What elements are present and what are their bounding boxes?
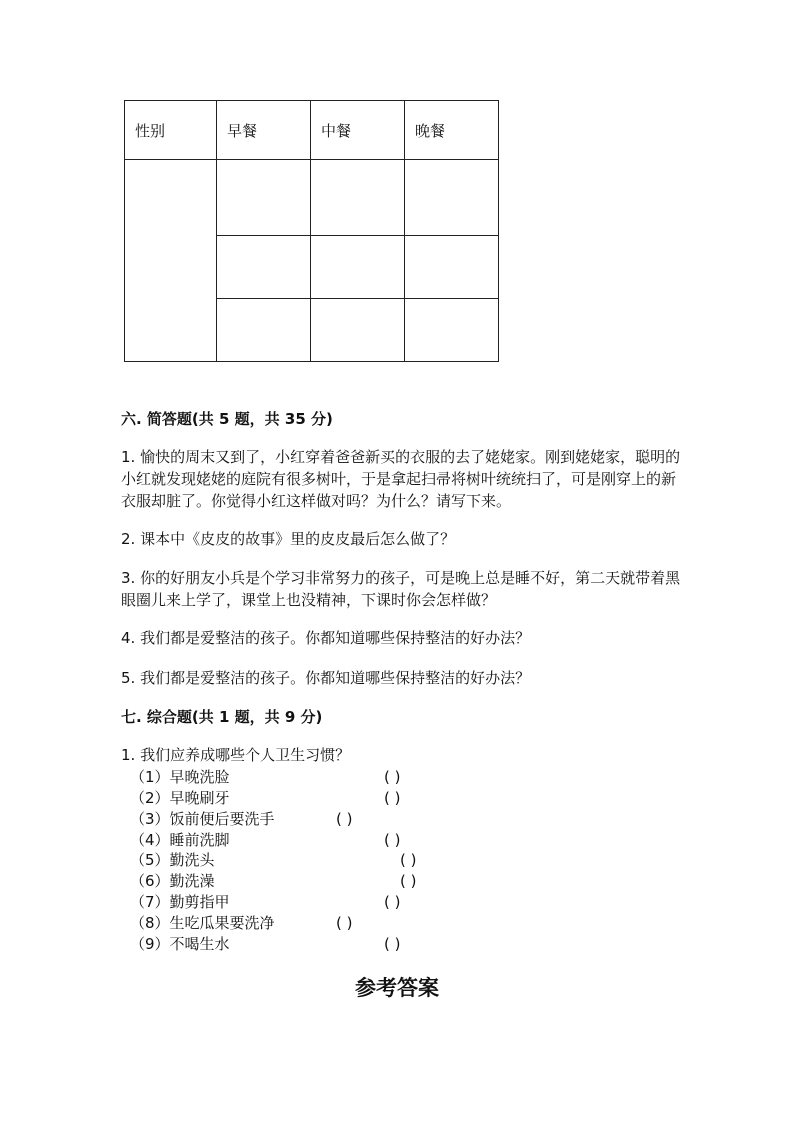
table-cell [311, 299, 405, 362]
answer-parentheses: ( ) [384, 768, 401, 786]
habit-item-label: （7）勤剪指甲 [130, 893, 230, 911]
answer-parentheses: ( ) [400, 872, 417, 890]
question-5: 5. 我们都是爱整洁的孩子。你都知道哪些保持整洁的好办法？ [121, 669, 531, 687]
meal-table [124, 100, 499, 362]
question-4: 4. 我们都是爱整洁的孩子。你都知道哪些保持整洁的好办法？ [121, 629, 531, 647]
table-row [125, 160, 499, 236]
answer-parentheses: ( ) [336, 810, 353, 828]
question-7-1: 1. 我们应养成哪些个人卫生习惯？ [121, 746, 351, 764]
table-cell [405, 299, 499, 362]
header-breakfast: 早餐 [217, 101, 311, 160]
question-3: 3. 你的好朋友小兵是个学习非常努力的孩子，可是晚上总是睡不好，第二天就带着黑眼圈儿来上学了，课堂上也没精神，下课时你会怎样做？ [121, 569, 681, 609]
answer-parentheses: ( ) [384, 935, 401, 953]
answer-parentheses: ( ) [384, 789, 401, 807]
table-cell [217, 160, 311, 236]
table-header-row [125, 101, 499, 160]
habit-item-label: （8）生吃瓜果要洗净 [130, 914, 275, 932]
table-cell [311, 160, 405, 236]
section6-title: 六. 简答题(共 5 题，共 35 分) [121, 410, 333, 428]
header-dinner: 晚餐 [405, 101, 499, 160]
answer-parentheses: ( ) [400, 851, 417, 869]
question-1: 1. 愉快的周末又到了，小红穿着爸爸新买的衣服的去了姥姥家。刚到姥姥家，聪明的小红就发现姥姥的庭院有很多树叶，于是拿起扫帚将树叶统统扫了，可是刚穿上的新衣服却脏了。你觉得小红这样做对吗？为什么？请写下来。 [121, 448, 681, 510]
section7-title: 七. 综合题(共 1 题，共 9 分) [121, 708, 323, 726]
table-cell [217, 236, 311, 299]
table-cell [405, 160, 499, 236]
habit-item-label: （3）饭前便后要洗手 [130, 810, 275, 828]
answer-parentheses: ( ) [384, 893, 401, 911]
habit-item-label: （5）勤洗头 [130, 851, 215, 869]
header-gender: 性别 [125, 101, 217, 160]
question-2: 2. 课本中《皮皮的故事》里的皮皮最后怎么做了？ [121, 530, 456, 548]
answer-key-title: 参考答案 [355, 975, 439, 1000]
table-cell [217, 299, 311, 362]
habit-item-label: （9）不喝生水 [130, 935, 230, 953]
answer-parentheses: ( ) [384, 831, 401, 849]
habit-item-label: （1）早晚洗脸 [130, 768, 230, 786]
habit-item-label: （2）早晚刷牙 [130, 789, 230, 807]
table-cell-gender [125, 160, 217, 362]
habit-item-label: （6）勤洗澡 [130, 872, 215, 890]
habit-item-label: （4）睡前洗脚 [130, 831, 230, 849]
table-cell [405, 236, 499, 299]
table-cell [311, 236, 405, 299]
header-lunch: 中餐 [311, 101, 405, 160]
answer-parentheses: ( ) [336, 914, 353, 932]
